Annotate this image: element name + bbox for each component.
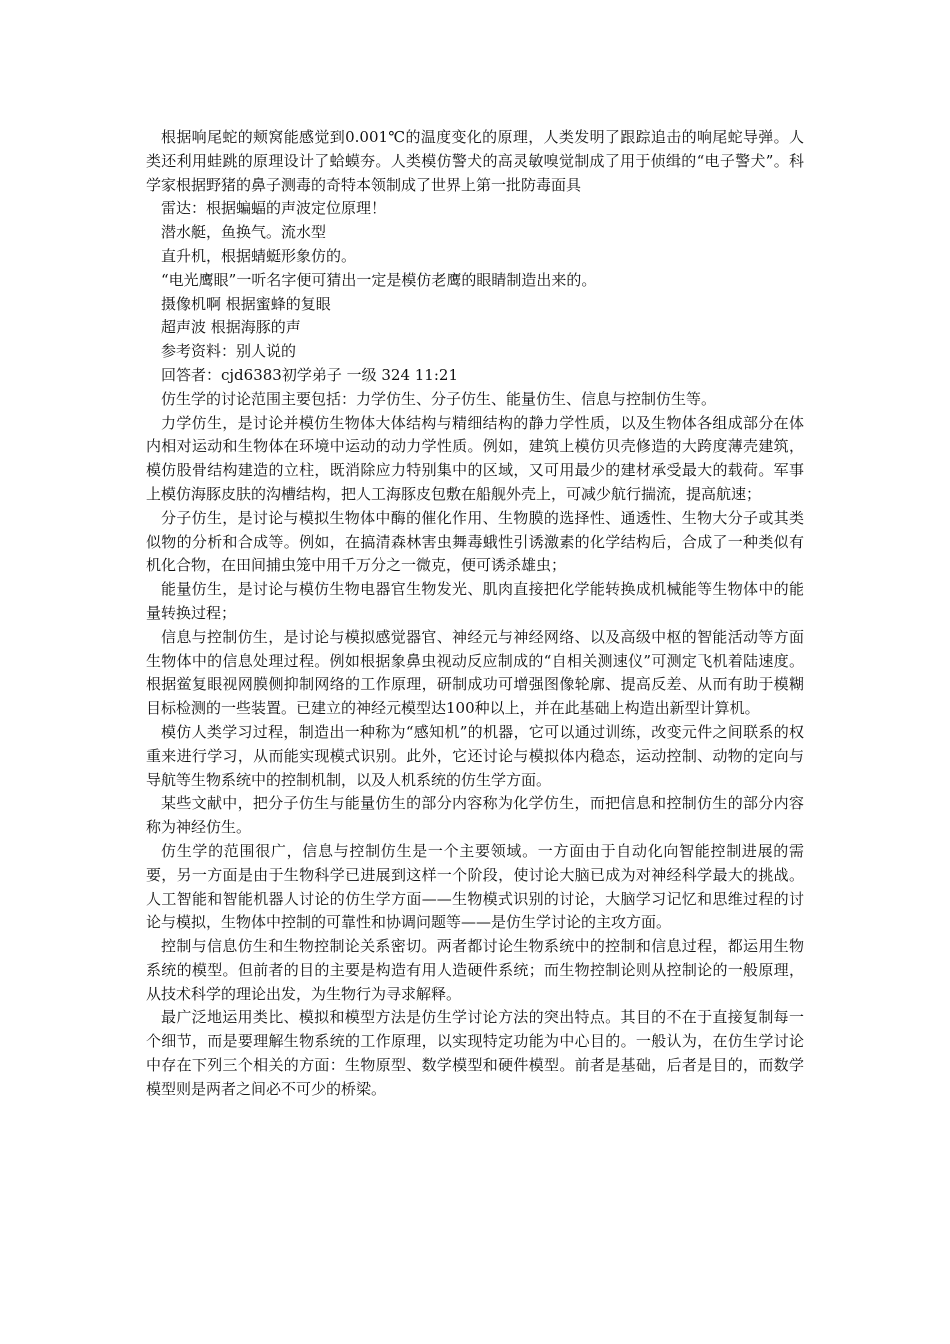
- paragraph-camera: 摄像机啊 根据蜜蜂的复眼: [161, 294, 331, 313]
- paragraph-energy-bionics: 能量仿生，是讨论与模仿生物电器官生物发光、肌肉直接把化学能转换成机械能等生物体中的能量转换过程；: [146, 580, 804, 622]
- paragraph-helicopter: 直升机，根据蜻蜓形象仿的。: [161, 246, 357, 265]
- paragraph-submarine: 潜水艇，鱼换气。流水型: [161, 223, 327, 242]
- paragraph-scope: 仿生学的讨论范围主要包括：力学仿生、分子仿生、能量仿生、信息与控制仿生等。: [161, 389, 717, 408]
- paragraph-biocybernetics: 控制与信息仿生和生物控制论关系密切。两者都讨论生物系统中的控制和信息过程，都运用生物系统的模型。但前者的目的主要是构造有用人造硬件系统；而生物控制论则从控制论的一般原理，从技术科学的理论出发，为生物行为寻求解释。: [146, 937, 804, 1003]
- paragraph-information-control-bionics: 信息与控制仿生，是讨论与模拟感觉器官、神经元与神经网络、以及高级中枢的智能活动等方面生物体中的信息处理过程。例如根据象鼻虫视动反应制成的“自相关测速仪”可测定飞机着陆速度。根据鲎复眼视网膜侧抑制网络的工作原理，研制成功可增强图像轮廓、提高反差、从而有助于模糊目标检测的一些装置。已建立的神经元模型达100种以上，并在此基础上构造出新型计算机。: [146, 627, 804, 718]
- paragraph-answerer: 回答者：cjd6383初学弟子 一级 324 11:21: [161, 365, 458, 384]
- paragraph-ultrasound: 超声波 根据海豚的声: [161, 318, 301, 337]
- paragraph-rattlesnake-missile: 根据响尾蛇的颊窝能感觉到0.001℃的温度变化的原理，人类发明了跟踪追击的响尾蛇导弹。人类还利用蛙跳的原理设计了蛤蟆夯。人类模仿警犬的高灵敏嗅觉制成了用于侦缉的“电子警犬”。科学家根据野猪的鼻子测毒的奇特本领制成了世界上第一批防毒面具: [146, 128, 804, 194]
- paragraph-perceptron: 模仿人类学习过程，制造出一种称为“感知机”的机器，它可以通过训练，改变元件之间联系的权重来进行学习，从而能实现模式识别。此外，它还讨论与模拟体内稳态，运动控制、动物的定向与导航等生物系统中的控制机制，以及人机系统的仿生学方面。: [146, 722, 804, 789]
- paragraph-eagle-eye: “电光鹰眼”一听名字便可猜出一定是模仿老鹰的眼睛制造出来的。: [161, 270, 597, 289]
- paragraph-scope-wide: 仿生学的范围很广，信息与控制仿生是一个主要领域。一方面由于自动化向智能控制进展的需要，另一方面是由于生物科学已进展到这样一个阶段，使讨论大脑已成为对神经科学最大的挑战。人工智能和智能机器人讨论的仿生学方面——生物模式识别的讨论，大脑学习记忆和思维过程的讨论与模拟，生物体中控制的可靠性和协调问题等——是仿生学讨论的主攻方面。: [146, 841, 804, 932]
- paragraph-mechanical-bionics: 力学仿生，是讨论并模仿生物体大体结构与精细结构的静力学性质，以及生物体各组成部分在体内相对运动和生物体在环境中运动的动力学性质。例如，建筑上模仿贝壳修造的大跨度薄壳建筑，模仿股骨结构建造的立柱，既消除应力特别集中的区域，又可用最少的建材承受最大的载荷。军事上模仿海豚皮肤的沟槽结构，把人工海豚皮包敷在船舰外壳上，可减少航行揣流，提高航速；: [146, 413, 804, 503]
- paragraph-radar: 雷达：根据蝙蝠的声波定位原理！: [161, 199, 387, 218]
- paragraph-methods: 最广泛地运用类比、模拟和模型方法是仿生学讨论方法的突出特点。其目的不在于直接复制每一个细节，而是要理解生物系统的工作原理，以实现特定功能为中心目的。一般认为，在仿生学讨论中存在下列三个相关的方面：生物原型、数学模型和硬件模型。前者是基础，后者是目的，而数学模型则是两者之间必不可少的桥梁。: [146, 1008, 804, 1098]
- document-body: [146, 126, 804, 1102]
- paragraph-reference: 参考资料：别人说的: [161, 342, 297, 361]
- paragraph-molecular-bionics: 分子仿生，是讨论与模拟生物体中酶的催化作用、生物膜的选择性、通透性、生物大分子或其类似物的分析和合成等。例如，在搞清森林害虫舞毒蛾性引诱激素的化学结构后，合成了一种类似有机化合物，在田间捕虫笼中用千万分之一微克，便可诱杀雄虫；: [146, 508, 804, 575]
- paragraph-literature: 某些文献中，把分子仿生与能量仿生的部分内容称为化学仿生，而把信息和控制仿生的部分内容称为神经仿生。: [146, 794, 804, 837]
